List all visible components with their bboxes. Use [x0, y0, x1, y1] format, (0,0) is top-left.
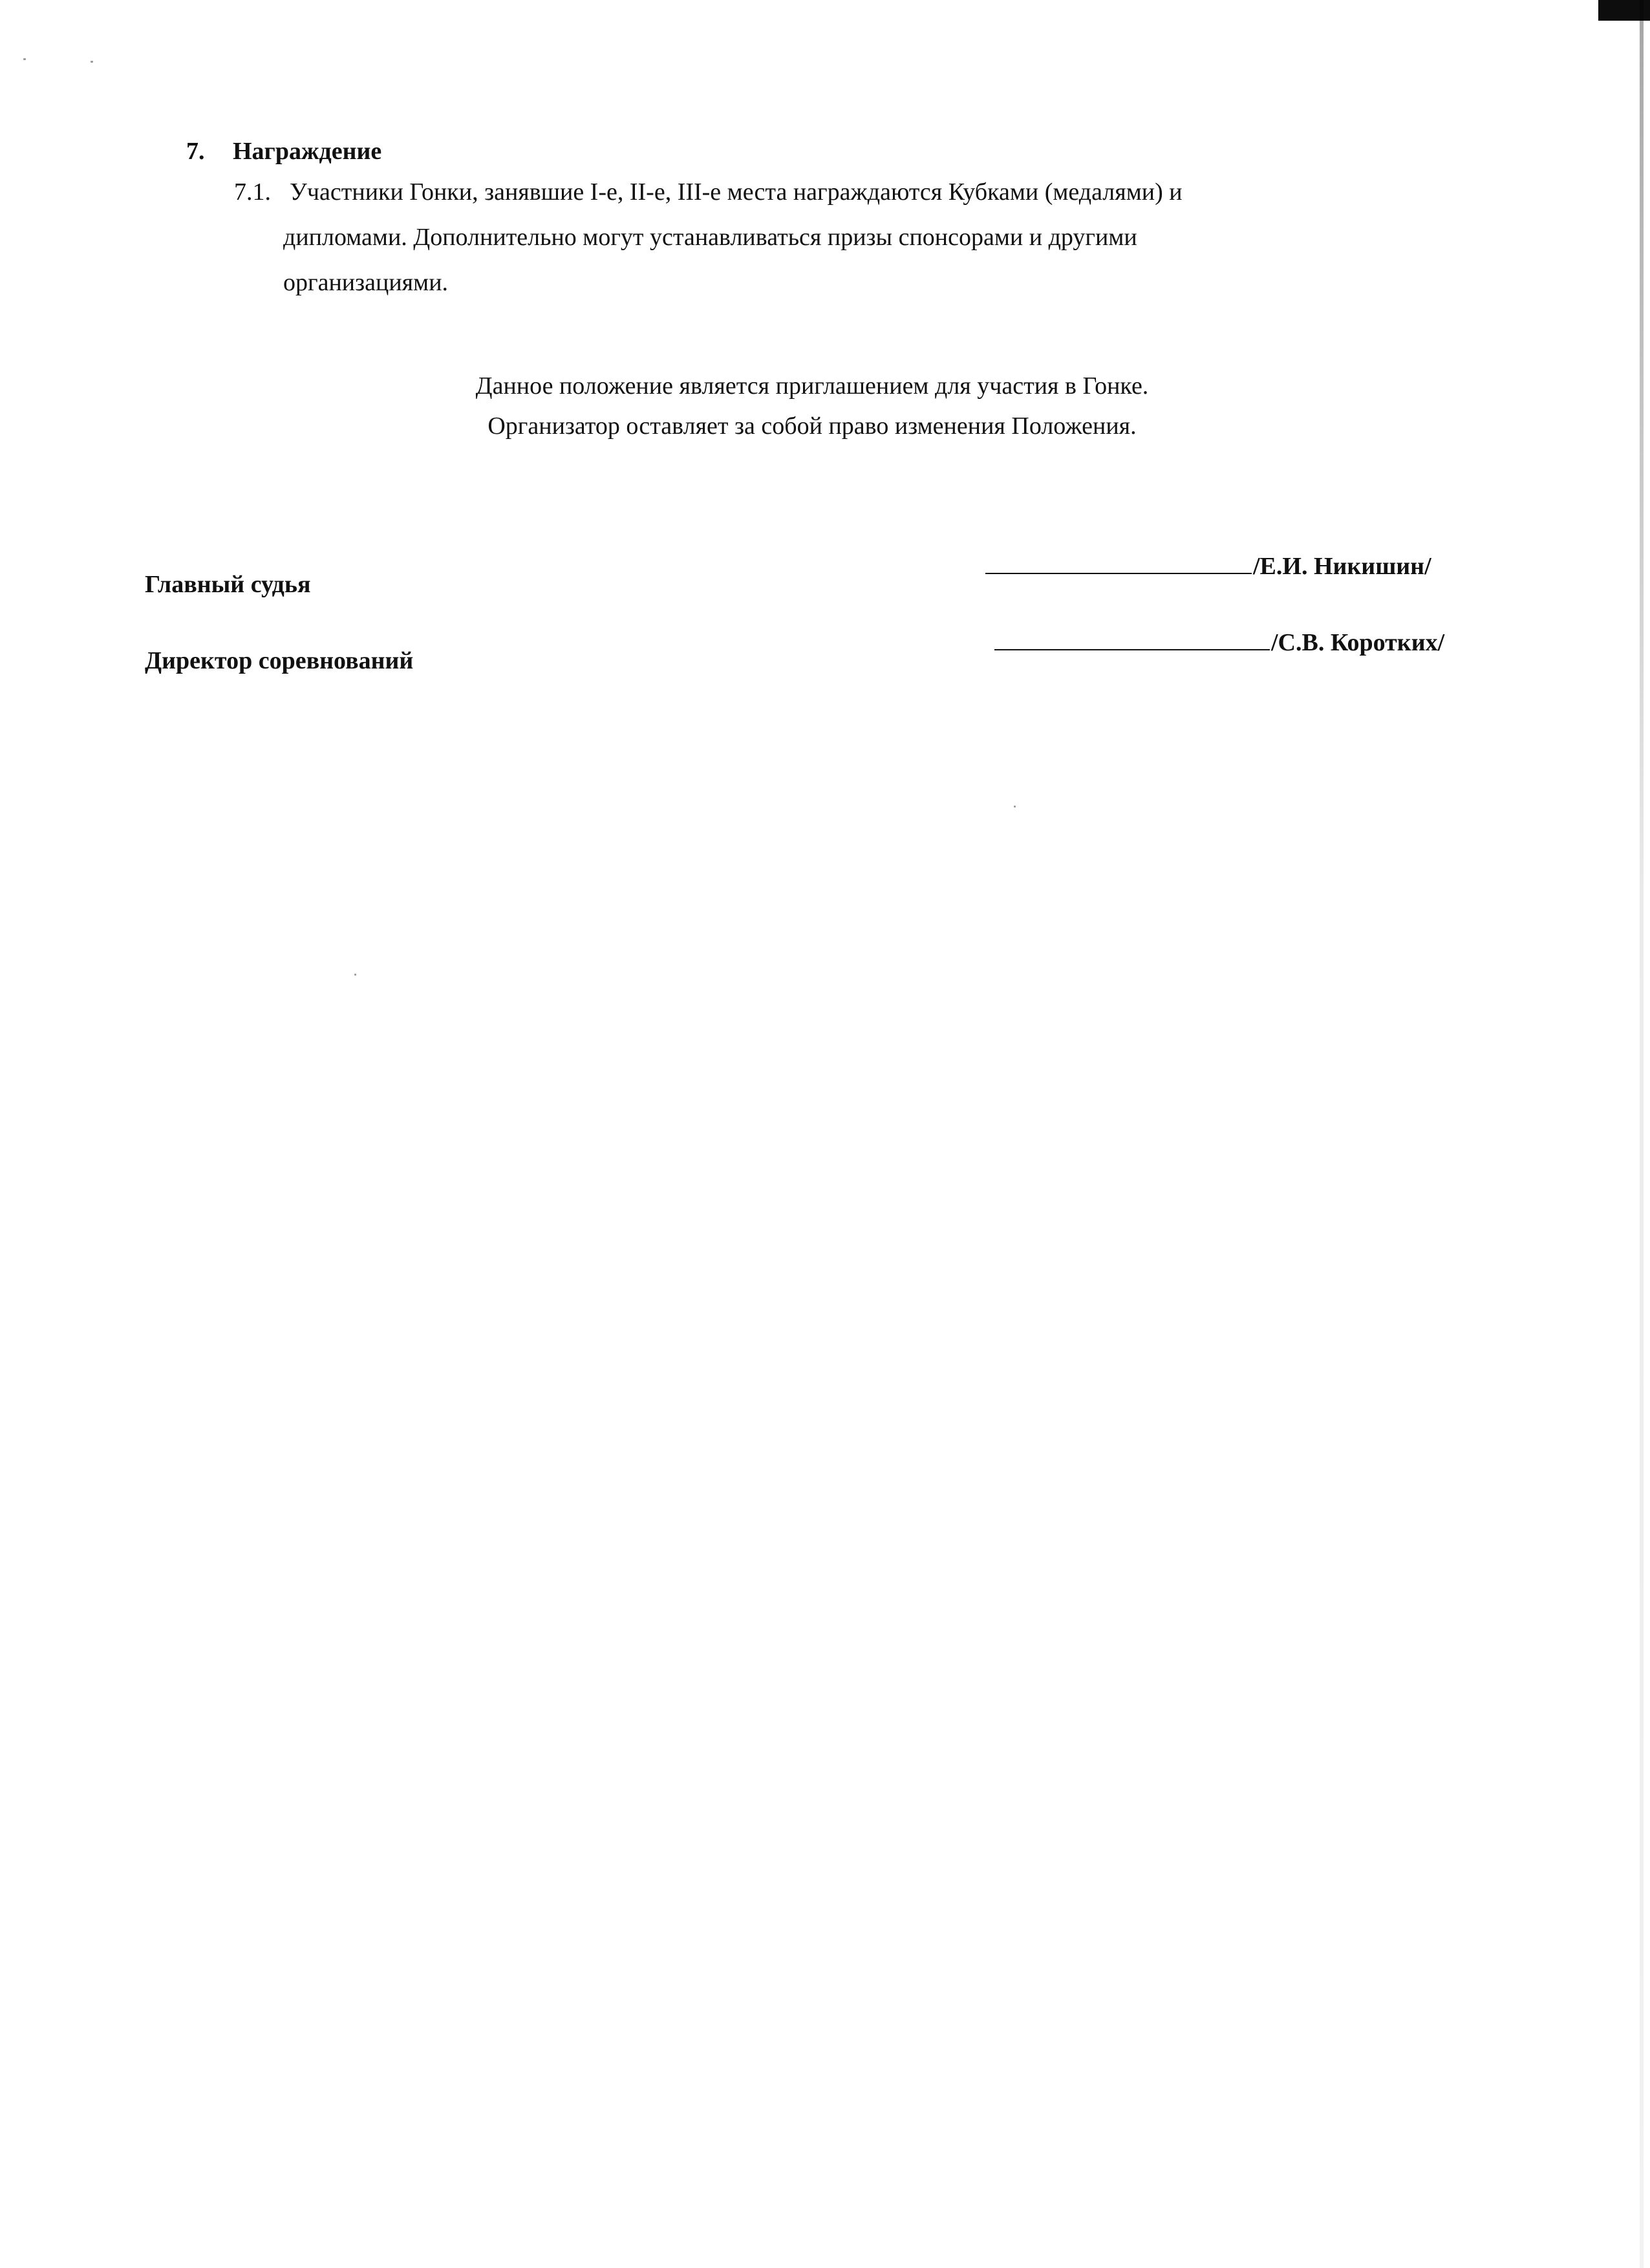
section-number: 7. [186, 138, 205, 165]
signature-line [985, 573, 1252, 574]
invitation-notice [0, 366, 1624, 446]
scan-speck [91, 61, 93, 63]
signature-competition-director [994, 628, 1444, 657]
clause-text-line-1: Участники Гонки, занявшие I-е, II-е, III-е места награждаются Кубками (медалями) и [290, 178, 1183, 206]
scan-speck [23, 58, 26, 60]
signature-role-chief-judge: Главный судья [145, 571, 311, 598]
signature-name-competition-director: /С.В. Коротких/ [1271, 629, 1445, 656]
signature-chief-judge [985, 552, 1431, 581]
section-heading [186, 137, 381, 166]
clause-text-line-3: организациями. [283, 269, 449, 296]
signature-role-competition-director: Директор соревнований [145, 647, 414, 674]
clause-number: 7.1. [234, 178, 271, 206]
notice-line-2: Организатор оставляет за собой право изменения Положения. [488, 412, 1137, 440]
clause-7-1 [234, 169, 1462, 305]
section-title: Награждение [233, 138, 382, 165]
clause-line-1 [234, 169, 1462, 215]
scan-speck [1014, 806, 1016, 808]
clause-text-line-2: дипломами. Дополнительно могут устанавливаться призы спонсорами и другими [283, 224, 1137, 251]
signature-name-chief-judge: /Е.И. Никишин/ [1253, 553, 1431, 580]
notice-line-1: Данное положение является приглашением для участия в Гонке. [475, 372, 1149, 400]
scan-edge-shadow [1640, 0, 1644, 2268]
signature-line [994, 649, 1270, 650]
scan-speck [354, 974, 356, 976]
